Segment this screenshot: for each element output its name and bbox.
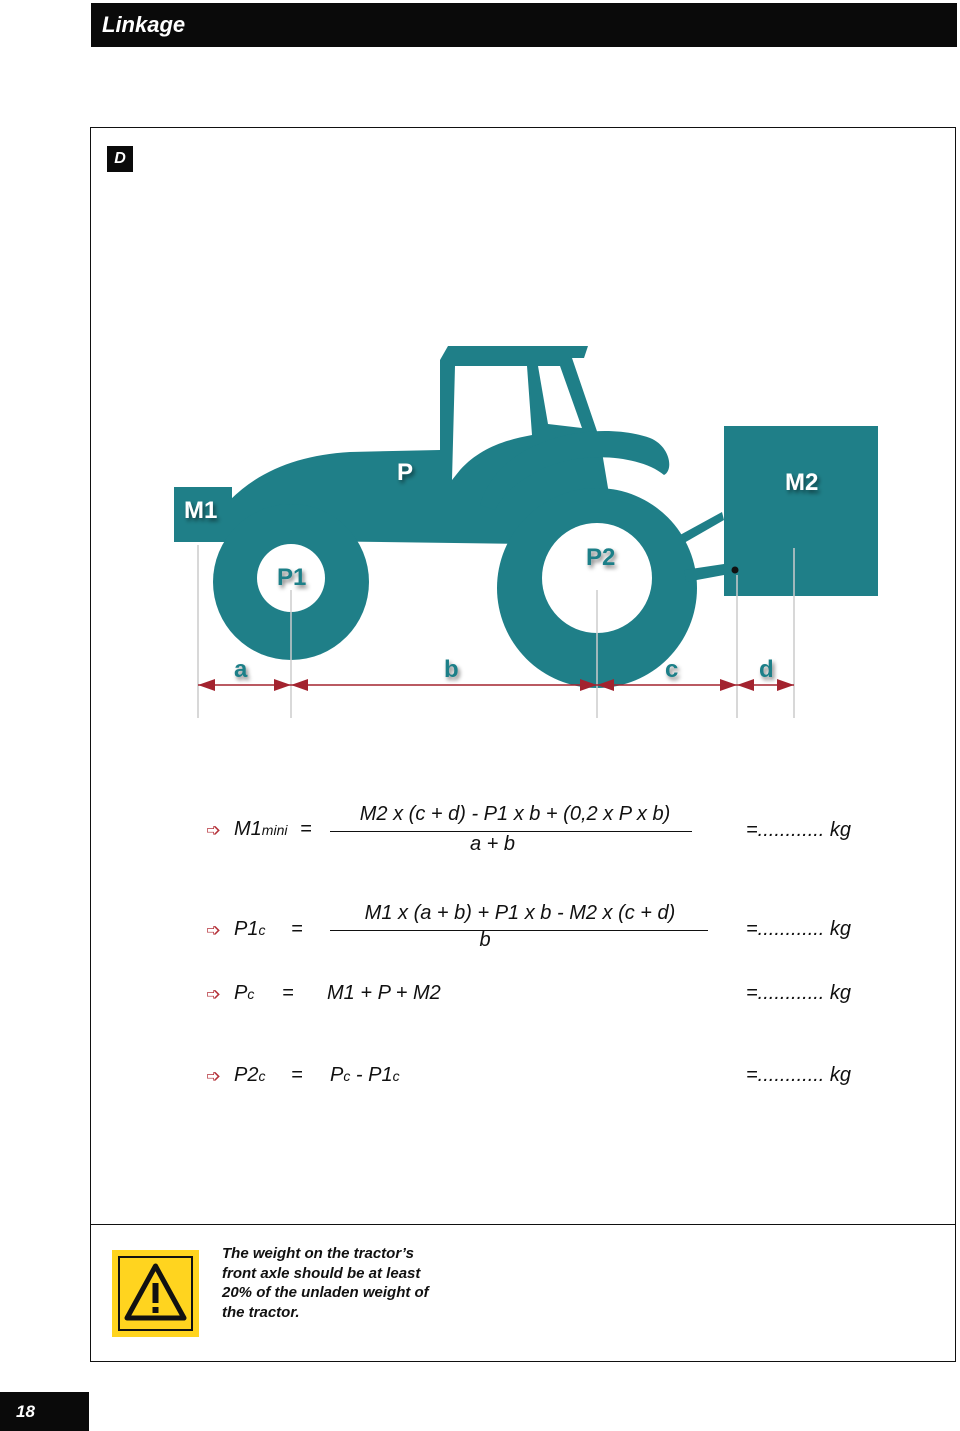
page-number: 18 bbox=[16, 1402, 35, 1421]
label-p: P bbox=[397, 459, 414, 486]
header-bar bbox=[91, 3, 957, 47]
formula-result: =............ kg bbox=[746, 819, 852, 841]
dimension-line bbox=[198, 679, 794, 691]
label-p2: P2 bbox=[586, 544, 616, 571]
formula-equals: = bbox=[300, 818, 312, 840]
formula-numerator: M2 x (c + d) - P1 x b + (0,2 x P x b) bbox=[359, 803, 671, 825]
arrow-bullet-icon: ➩ bbox=[206, 1066, 222, 1086]
label-m1: M1 bbox=[184, 497, 218, 524]
formula-equals: = bbox=[291, 918, 303, 940]
label-p1: P1 bbox=[277, 564, 307, 591]
label-c: c bbox=[665, 656, 679, 683]
formula-rhs: Pc - P1c bbox=[330, 1064, 400, 1086]
warning-box bbox=[112, 1250, 199, 1337]
tractor-diagram bbox=[170, 340, 890, 720]
arrow-bullet-icon: ➩ bbox=[206, 920, 222, 940]
formula-lhs: M1mini bbox=[234, 818, 288, 840]
linkage-upper-arm bbox=[680, 512, 724, 543]
frame-divider bbox=[91, 1224, 955, 1225]
formula-result: =............ kg bbox=[746, 1064, 852, 1086]
formula-result: =............ kg bbox=[746, 982, 852, 1004]
formula-denominator: b bbox=[479, 929, 491, 951]
warning-icon bbox=[112, 1250, 199, 1337]
formula-equals: = bbox=[282, 982, 294, 1004]
formula-denominator: a + b bbox=[469, 833, 516, 855]
footer-bar bbox=[0, 1392, 89, 1431]
formula-lhs: P2c bbox=[234, 1064, 266, 1086]
figure-frame bbox=[90, 127, 956, 1362]
label-a: a bbox=[234, 656, 248, 683]
hitch-point bbox=[732, 567, 739, 574]
fraction-line bbox=[330, 831, 692, 832]
formula-equals: = bbox=[291, 1064, 303, 1086]
page-title: Linkage bbox=[102, 12, 186, 37]
arrow-bullet-icon: ➩ bbox=[206, 984, 222, 1004]
arrow-bullet-icon: ➩ bbox=[206, 820, 222, 840]
warning-text: The weight on the tractor’s front axle should be at least 20% of the unladen weight of the tractor. bbox=[222, 1245, 429, 1321]
formula-lhs: P1c bbox=[234, 918, 266, 940]
formula-lhs: Pc bbox=[234, 982, 255, 1004]
formula-rhs: M1 + P + M2 bbox=[327, 982, 441, 1004]
formula-numerator: M1 x (a + b) + P1 x b - M2 x (c + d) bbox=[364, 902, 676, 924]
figure-label: D bbox=[107, 146, 133, 172]
formula-result: =............ kg bbox=[746, 918, 852, 940]
label-d: d bbox=[759, 656, 774, 683]
rear-ballast-m2 bbox=[724, 426, 878, 596]
label-b: b bbox=[444, 656, 459, 683]
label-m2: M2 bbox=[785, 469, 819, 496]
